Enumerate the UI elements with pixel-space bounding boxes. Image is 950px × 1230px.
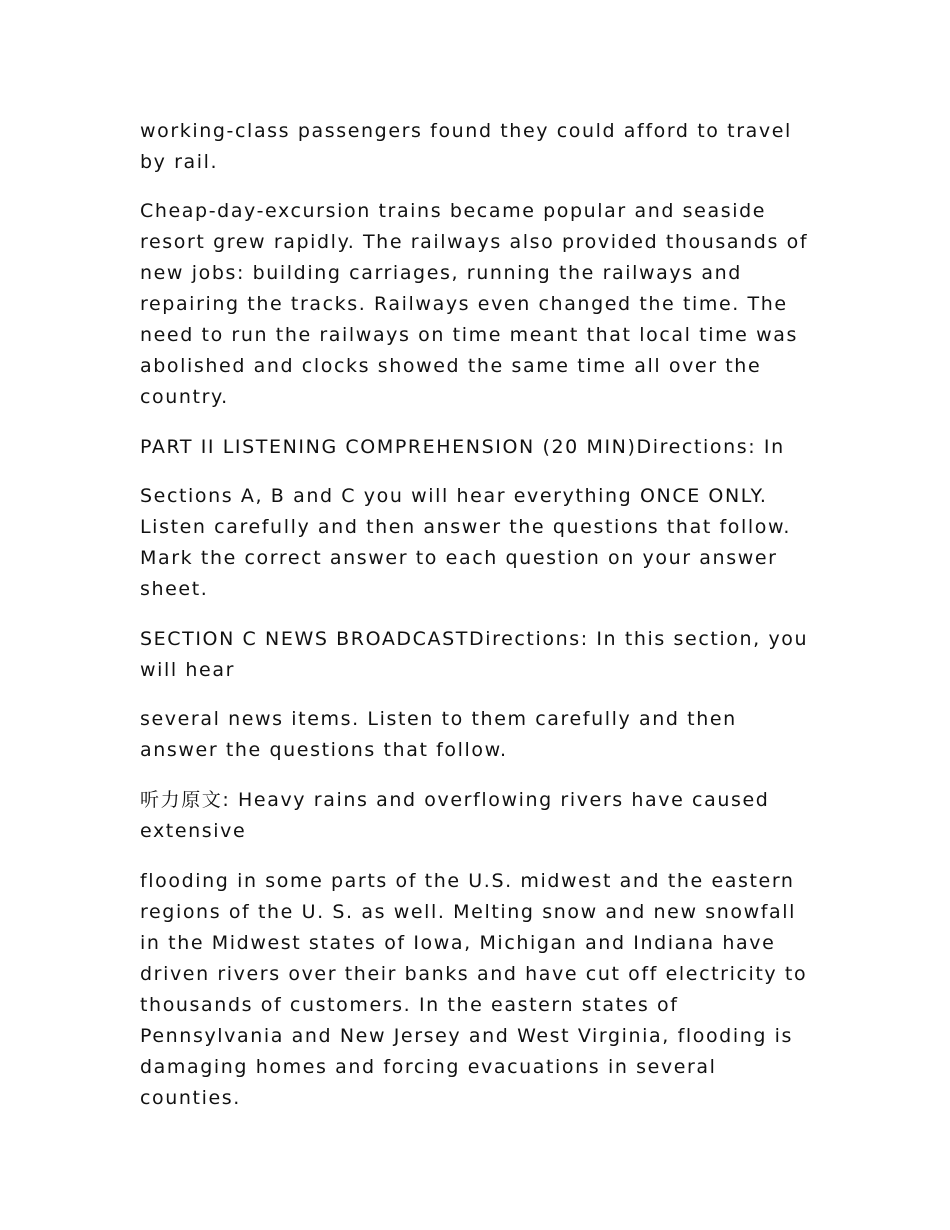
paragraph-part-ii-heading: PART II LISTENING COMPREHENSION (20 MIN)Directions: In (140, 436, 785, 458)
paragraph-rail-travel: working-class passengers found they could afford to travel by rail. (140, 120, 792, 173)
paragraph-listening-script-intro: 听力原文: Heavy rains and overflowing rivers have caused extensive (140, 789, 770, 842)
paragraph-sections-directions: Sections A, B and C you will hear everything ONCE ONLY. Listen carefully and then answer the questions that follow. Mark the correct answer to each question on your answer sheet. (140, 485, 792, 600)
paragraph-section-c-heading: SECTION C NEWS BROADCASTDirections: In this section, you will hear (140, 628, 809, 681)
paragraph-flooding-report: flooding in some parts of the U.S. midwest and the eastern regions of the U. S. as well. Melting snow and new snowfall in the Midwest states of Iowa, Michigan and Indiana have driven rivers over their banks and have cut off electricity to thousands of customers. In the eastern states of Pennsylvania and New Jersey and West Virginia, flooding is damaging homes and forcing evacuations in several counties. (140, 870, 808, 1109)
paragraph-excursion-trains: Cheap-day-excursion trains became popular and seaside resort grew rapidly. The railways also provided thousands of new jobs: building carriages, running the railways and repairing the tracks. Railways even changed the time. The need to run the railways on time meant that local time was abolished and clocks showed the same time all over the country. (140, 200, 809, 408)
paragraph-news-items: several news items. Listen to them carefully and then answer the questions that follow. (140, 708, 737, 761)
